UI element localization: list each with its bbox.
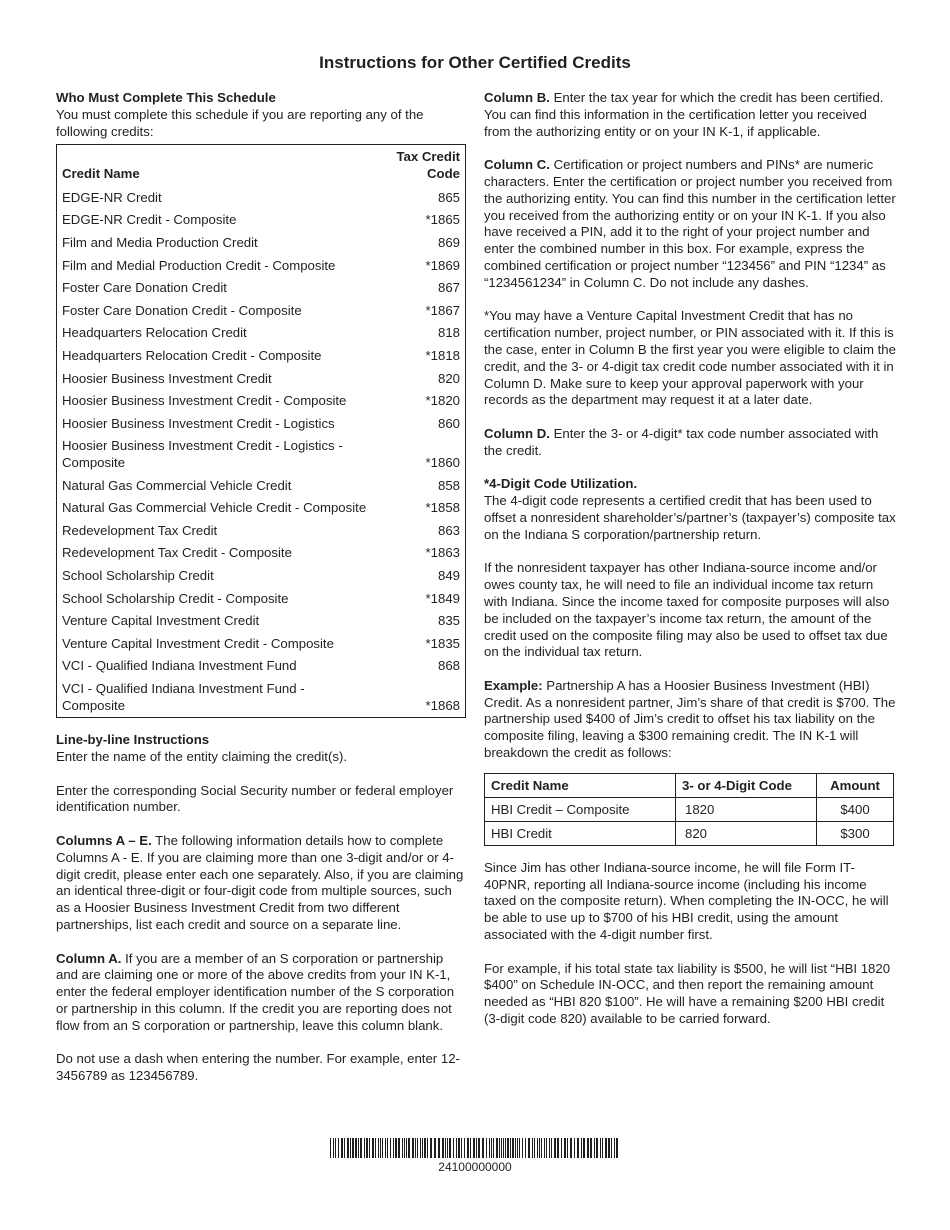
columns-a-e-paragraph: Columns A – E. The following information details how to complete Columns A - E. If you are claiming more than one 3-digit and/or or 4-digit credit, please enter each one separately. Also, if you are claiming an identical three-digit or four-digit code from multiple sources, such as a Hoosier Business Investment Credit from two different partnerships, list each credit and source on a separate line. (56, 833, 464, 933)
credit-code-cell: *1849 (425, 590, 460, 606)
column-b-paragraph: Column B. Enter the tax year for which the credit has been certified. You can find this information in the certification letter you received from the authorizing entity or on your IN K-1, if applicable. (484, 90, 884, 139)
barcode-image (330, 1138, 620, 1158)
credit-name-cell: Foster Care Donation Credit - Composite (62, 302, 302, 318)
example-amount-cell: $400 (817, 797, 894, 821)
credit-row (57, 255, 466, 278)
credit-code-cell: 818 (437, 325, 460, 341)
credit-name-cell: Natural Gas Commercial Vehicle Credit (62, 477, 292, 493)
tax-credit-code-header: Tax Credit Code (396, 149, 460, 182)
credit-code-cell: 860 (437, 415, 460, 431)
example-code-header: 3- or 4-Digit Code (676, 773, 817, 797)
credits-table (56, 144, 466, 718)
page-title: Instructions for Other Certified Credits (319, 53, 631, 72)
credit-row (57, 610, 466, 633)
credit-row (57, 277, 466, 300)
credit-code-cell: 849 (437, 567, 460, 583)
example-header-row (485, 773, 894, 797)
utilization-heading: *4-Digit Code Utilization. (484, 476, 638, 492)
credits-header-row (57, 145, 466, 187)
credit-name-cell: VCI - Qualified Indiana Investment Fund - Composite (62, 680, 305, 713)
credit-name-cell: EDGE-NR Credit - Composite (62, 212, 237, 228)
column-a-label: Column A. (56, 950, 122, 966)
credit-code-cell: 858 (437, 477, 460, 493)
credit-code-cell: 867 (437, 280, 460, 296)
example-amount-header: Amount (817, 773, 894, 797)
credit-row (57, 475, 466, 498)
credit-name-header: Credit Name (62, 166, 140, 182)
credit-name-cell: Hoosier Business Investment Credit - Composite (62, 393, 347, 409)
credit-row (57, 565, 466, 588)
dash-text: Do not use a dash when entering the number. For example, enter 12-3456789 as 123456789. (56, 1051, 460, 1084)
credit-name-cell: Headquarters Relocation Credit (62, 325, 247, 341)
utilization-text: The 4-digit code represents a certified credit that has been used to offset a nonresident shareholder’s/partner’s (taxpayer’s) composite tax on the Indiana S corporation/partnership return. (484, 493, 896, 542)
credit-name-cell: School Scholarship Credit - Composite (62, 590, 289, 606)
credit-row (57, 413, 466, 436)
credit-name-cell: Natural Gas Commercial Vehicle Credit - Composite (62, 500, 367, 516)
credit-code-cell: 869 (437, 235, 460, 251)
credit-row (57, 345, 466, 368)
credit-row (57, 232, 466, 255)
credit-code-cell: 863 (437, 522, 460, 538)
credit-row (57, 187, 466, 210)
credit-code-cell: *1863 (425, 545, 460, 561)
credit-name-cell: Hoosier Business Investment Credit - Logistics (62, 415, 335, 431)
column-b-label: Column B. (484, 90, 550, 105)
column-d-label: Column D. (484, 425, 550, 441)
example-row (485, 821, 894, 845)
credit-row (57, 520, 466, 543)
credit-code-cell: *1818 (425, 347, 460, 363)
example-name-cell: HBI Credit (485, 821, 676, 845)
credit-row (57, 588, 466, 611)
credit-code-cell: *1869 (425, 257, 460, 273)
ssn-text: Enter the corresponding Social Security number or federal employer identification number. (56, 782, 454, 815)
example-row (485, 797, 894, 821)
credit-name-cell: VCI - Qualified Indiana Investment Fund (62, 658, 297, 674)
column-c-label: Column C. (484, 157, 550, 173)
credit-code-cell: *1858 (425, 500, 460, 516)
credit-code-cell: 820 (437, 370, 460, 386)
credit-code-cell: *1820 (425, 393, 460, 409)
credit-row (57, 655, 466, 678)
credit-code-cell: *1867 (425, 302, 460, 318)
column-a-paragraph: Column A. If you are a member of an S corporation or partnership and are claiming one or more of the above credits from your IN K-1, enter the federal employer identification number of the S corporation or partnership in this column. If the credit you are reporting does not flow from an S corporation or partnership, leave this column blank. (56, 950, 455, 1033)
credit-row (57, 678, 466, 718)
credit-name-cell: Venture Capital Investment Credit - Composite (62, 635, 334, 651)
credit-row (57, 368, 466, 391)
credit-row (57, 210, 466, 233)
who-text: You must complete this schedule if you are reporting any of the following credits: (56, 106, 424, 139)
credit-name-cell: Headquarters Relocation Credit - Composite (62, 347, 322, 363)
example-code-cell: 820 (676, 821, 817, 845)
credit-name-cell: Hoosier Business Investment Credit - Logistics - Composite (62, 438, 343, 471)
credit-code-cell: *1860 (425, 455, 460, 471)
credit-name-cell: Film and Medial Production Credit - Composite (62, 257, 336, 273)
column-d-paragraph: Column D. Enter the 3- or 4-digit* tax code number associated with the credit. (484, 425, 879, 458)
who-heading: Who Must Complete This Schedule (56, 90, 276, 105)
nonresident-text: If the nonresident taxpayer has other Indiana-source income and/or owes county tax, he will need to file an individual income tax return with Indiana. Since the income taxed for composite purposes will also be included on the taxpayer’s income tax return, the amount of the credit used on the composite filing may also be used to offset tax due on the individual tax return. (484, 560, 890, 660)
example-amount-cell: $300 (817, 821, 894, 845)
credit-row (57, 300, 466, 323)
example-table (484, 773, 894, 846)
credit-code-cell: *1868 (425, 697, 460, 713)
example-paragraph: Example: Partnership A has a Hoosier Business Investment (HBI) Credit. As a nonresident partner, Jim’s share of that credit is $700. The partnership used $400 of Jim’s credit to offset his tax liability on the composite filing, leaving a $300 remaining credit. The IN K-1 will breakdown the credit as follows: (484, 677, 896, 761)
credit-name-cell: Foster Care Donation Credit (62, 280, 227, 296)
credit-row (57, 542, 466, 565)
credit-name-cell: Hoosier Business Investment Credit (62, 370, 272, 386)
columns-a-e-label: Columns A – E. (56, 833, 152, 849)
example-credit-name-header: Credit Name (485, 773, 676, 797)
for-example-text: For example, if his total state tax liability is $500, he will list “HBI 1820 $400” on Schedule IN-OCC, and then report the remaining amount needed as “HBI 820 $100”. He will have a remaining $200 HBI credit (3-digit code 820) available to be carried forward. (484, 960, 891, 1027)
right-column (484, 90, 896, 1028)
credit-name-cell: Redevelopment Tax Credit (62, 522, 218, 538)
example-name-cell: HBI Credit – Composite (485, 797, 676, 821)
since-jim-text: Since Jim has other Indiana-source income, he will file Form IT-40PNR, reporting all Indiana-source income (including his income taxed on the composite return). When completing the IN-OCC, he will be able to use up to $700 of his HBI credit, using the amount associated with the 4-digit number first. (484, 859, 889, 943)
credit-name-cell: EDGE-NR Credit (62, 189, 162, 205)
venture-capital-note: *You may have a Venture Capital Investment Credit that has no certification number, project number, or PIN associated with it. If this is the case, enter in Column B the first year you were eligible to claim the credit, and the 3- or 4-digit tax credit code number associated with it in Column D. Make sure to keep your approval paperwork with your records as the department may request it at a later date. (484, 308, 896, 408)
credit-code-cell: 835 (437, 613, 460, 629)
line-text: Enter the name of the entity claiming the credit(s). (56, 749, 347, 765)
credit-row (57, 322, 466, 345)
credit-row (57, 633, 466, 656)
credit-row (57, 435, 466, 474)
credit-name-cell: Redevelopment Tax Credit - Composite (62, 545, 292, 561)
credit-name-cell: School Scholarship Credit (62, 567, 214, 583)
left-column (56, 90, 468, 1085)
column-c-paragraph: Column C. Certification or project numbers and PINs* are numeric characters. Enter the certification or project number you received from the authorizing entity. You can find this number in the certification letter you received from the authorizing entity or on your IN K-1. If you also have received a PIN, add it to the right of your project number and enter the combined number in this box. For example, express the combined certification or project number “123456” and PIN “1234” as “1234561234” in Column C. Do not include any dashes. (484, 157, 896, 290)
credit-row (57, 497, 466, 520)
line-heading: Line-by-line Instructions (56, 732, 210, 748)
credit-code-cell: 868 (437, 658, 460, 674)
credit-name-cell: Venture Capital Investment Credit (62, 613, 260, 629)
example-label: Example: (484, 677, 543, 693)
credit-row (57, 390, 466, 413)
credit-code-cell: 865 (437, 189, 460, 205)
example-code-cell: 1820 (676, 797, 817, 821)
credit-name-cell: Film and Media Production Credit (62, 235, 258, 251)
barcode-number: 24100000000 (438, 1160, 512, 1174)
credit-code-cell: *1865 (425, 212, 460, 228)
credit-code-cell: *1835 (425, 635, 460, 651)
